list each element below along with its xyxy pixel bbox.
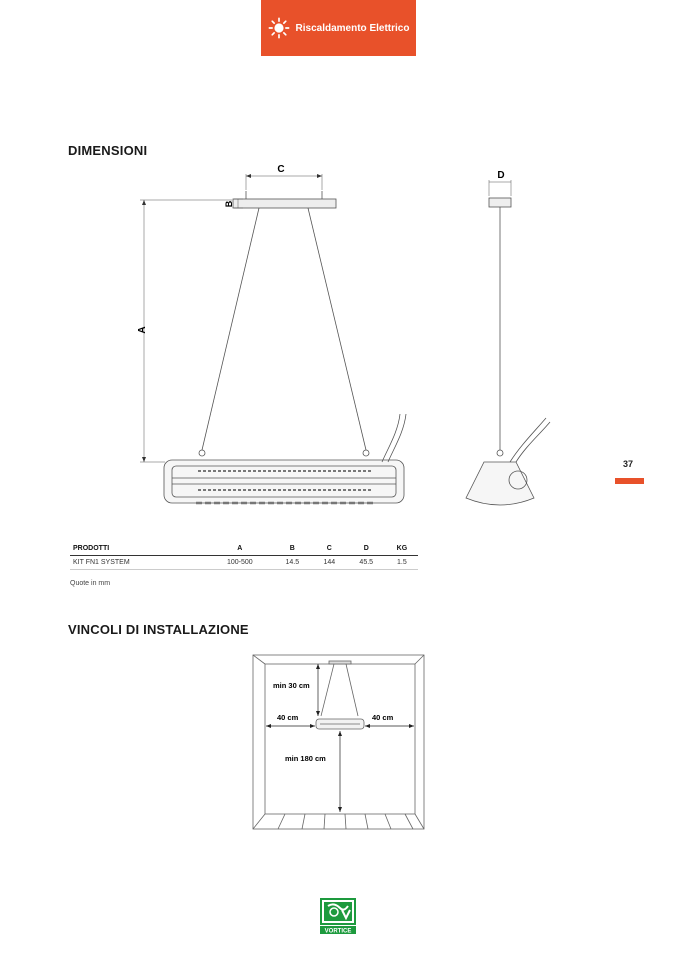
table-header: B	[273, 543, 312, 556]
table-header: C	[312, 543, 347, 556]
dimensions-title: DIMENSIONI	[68, 143, 148, 158]
left-clearance-label: 40 cm	[277, 713, 299, 722]
table-header: PRODOTTI	[70, 543, 207, 556]
logo-text: VORTICE	[324, 928, 352, 934]
table-cell: 1.5	[386, 556, 418, 570]
min-top-label: min 30 cm	[273, 681, 310, 690]
table-cell: 45.5	[347, 556, 386, 570]
dimension-c-label: C	[277, 164, 285, 175]
table-cell: 144	[312, 556, 347, 570]
table-header: D	[347, 543, 386, 556]
dimension-a-label: A	[137, 326, 148, 334]
min-floor-label: min 180 cm	[285, 754, 326, 763]
dimension-d-label: D	[497, 170, 505, 181]
installation-title: VINCOLI DI INSTALLAZIONE	[68, 622, 249, 637]
table-cell: 14.5	[273, 556, 312, 570]
header-category-label: Riscaldamento Elettrico	[295, 22, 410, 34]
dimension-b-label: B	[224, 200, 234, 208]
right-clearance-label: 40 cm	[372, 713, 394, 722]
table-cell: 100-500	[207, 556, 273, 570]
vortice-logo-icon	[320, 898, 356, 934]
table-header: KG	[386, 543, 418, 556]
page-number: 37	[623, 459, 634, 469]
units-note: Quote in mm	[70, 580, 111, 587]
table-cell: KIT FN1 SYSTEM	[70, 556, 207, 570]
table-header: A	[207, 543, 273, 556]
